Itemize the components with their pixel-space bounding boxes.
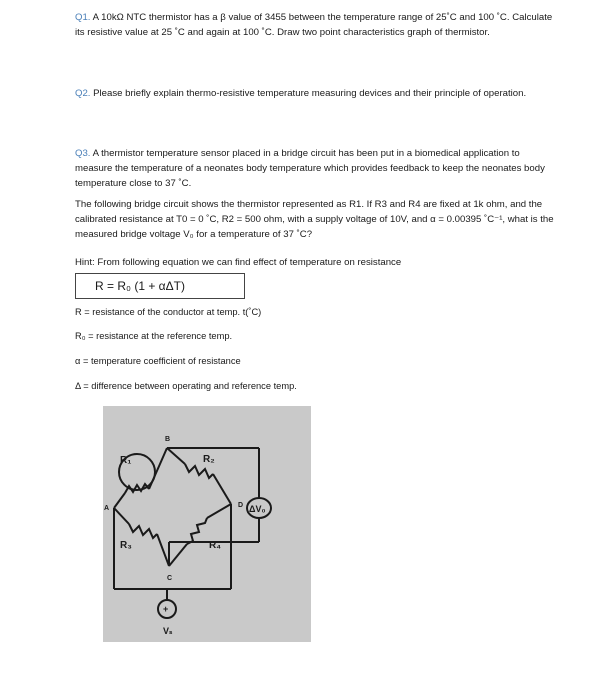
wire-c-r4: [169, 544, 187, 566]
label-supply: Vₛ: [163, 626, 173, 636]
definition-r: R = resistance of the conductor at temp. t(˚C): [75, 307, 262, 317]
label-node-b: B: [165, 436, 171, 443]
wire-r4-d: [207, 504, 231, 518]
definition-r0: R₀ = resistance at the reference temp.: [75, 331, 233, 341]
formula-box: R = R₀ (1 + αΔT): [75, 273, 245, 299]
question-3: [75, 146, 555, 191]
resistor-r2-zigzag: [185, 464, 213, 478]
definition-delta: Δ = difference between operating and reference temp.: [75, 381, 297, 391]
label-source-plus: +: [163, 604, 169, 614]
definition-alpha: α = temperature coefficient of resistance: [75, 356, 241, 366]
question-2: [75, 86, 555, 101]
question-number: Q3.: [75, 148, 91, 159]
label-r2: R₂: [203, 454, 215, 465]
wire-b-r2: [167, 448, 185, 464]
question-number: Q2.: [75, 88, 91, 99]
label-r1: R₁: [120, 455, 132, 466]
resistor-r4-zigzag: [187, 518, 207, 544]
wire-a-r1: [114, 493, 125, 508]
wire-r2-d: [213, 474, 231, 504]
label-meter: ΔV₀: [249, 504, 266, 514]
label-r4: R₄: [209, 540, 221, 551]
label-r3: R₃: [120, 540, 132, 551]
hint-text: Hint: From following equation we can find effect of temperature on resistance: [75, 257, 402, 268]
question-text: A thermistor temperature sensor placed in a bridge circuit has been put in a biomedical application to measure the temperature of a neonates body temperature which provides feedback to keep the neonates body temperature close to 37 ˚C.: [75, 148, 545, 189]
question-3-details: The following bridge circuit shows the thermistor represented as R1. If R3 and R4 are fixed at 1k ohm, and the calibrated resistance at T0 = 0 ˚C, R2 = 500 ohm, with a supply voltage of 10V, and α = 0.00395 ˚C⁻¹, what is the measured bridge voltage V₀ for a temperature of 37 ˚C?: [75, 199, 554, 240]
question-1: [75, 10, 555, 40]
question-text: A 10kΩ NTC thermistor has a β value of 3455 between the temperature range of 25˚C and 100 ˚C. Calculate its resistive value at 25 ˚C and again at 100 ˚C. Draw two point characteristics graph of thermistor.: [75, 12, 553, 38]
question-text: Please briefly explain thermo-resistive temperature measuring devices and their principle of operation.: [93, 88, 527, 99]
wire-r3-c: [157, 534, 169, 566]
label-node-c: C: [167, 575, 173, 582]
bridge-circuit-diagram: [103, 406, 311, 642]
resistor-r3-zigzag: [129, 524, 157, 538]
wire-a-r3: [114, 508, 129, 524]
label-node-a: A: [104, 505, 110, 512]
bridge-circuit-figure: [103, 406, 311, 642]
label-node-d: D: [238, 502, 244, 509]
question-number: Q1.: [75, 12, 91, 23]
